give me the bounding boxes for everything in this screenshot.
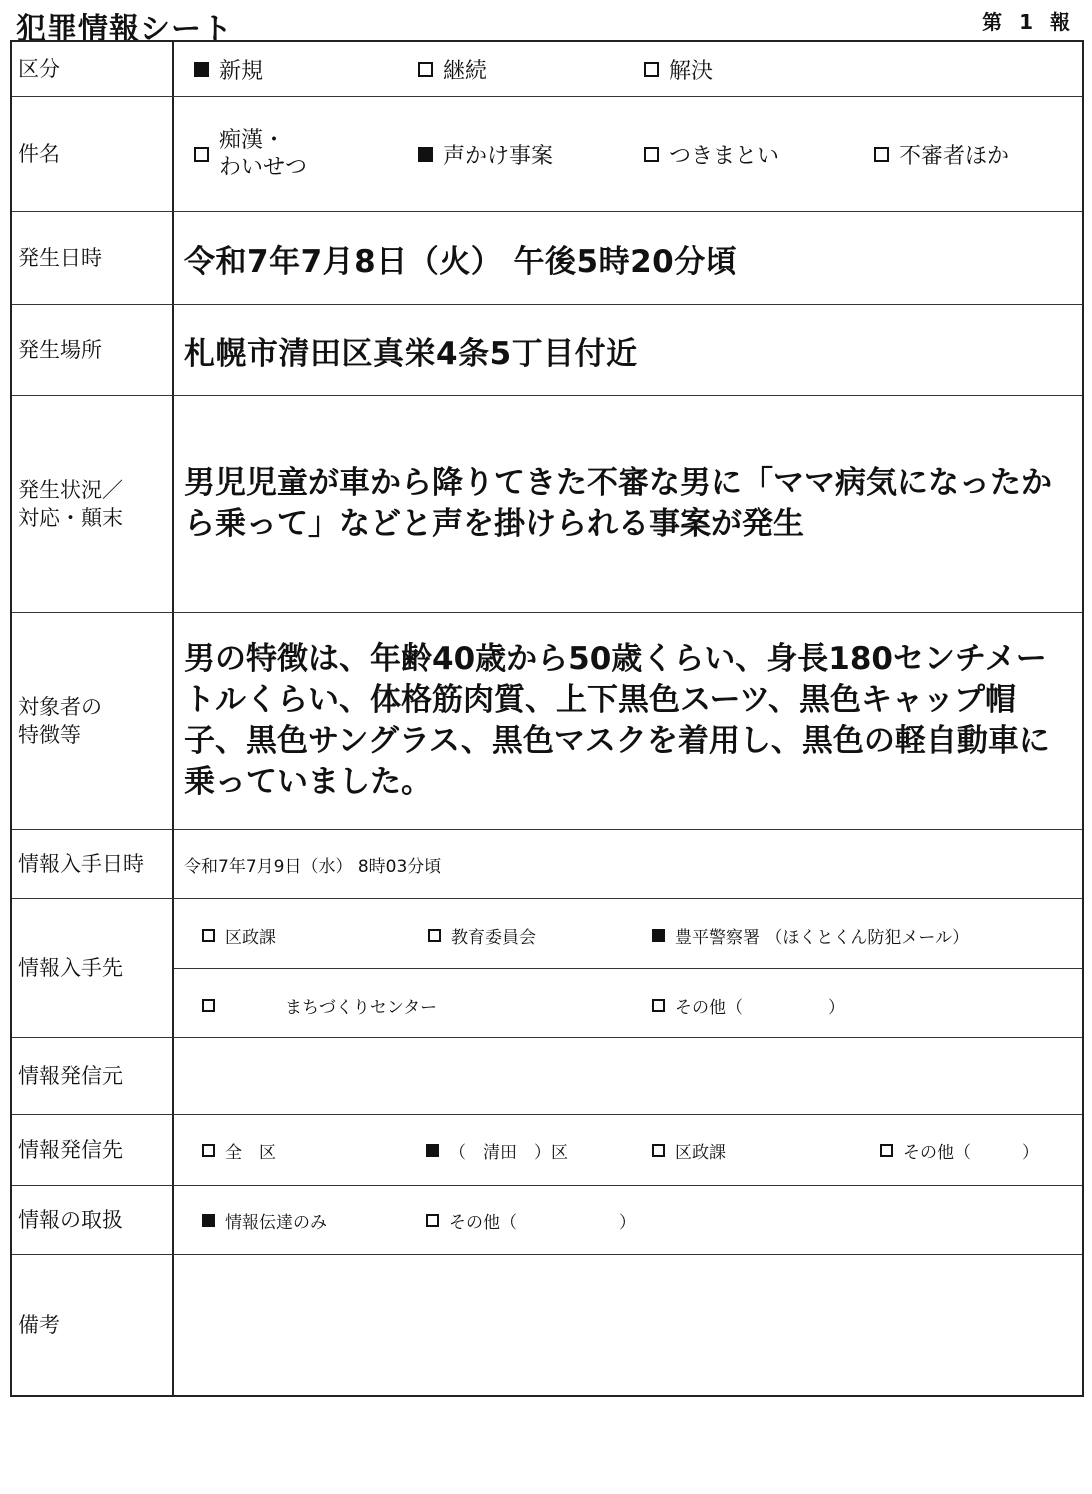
handling-other[interactable]: その他（ ）	[426, 1208, 636, 1233]
label-suspect: 対象者の 特徴等	[12, 613, 174, 829]
info-received-value: 令和7年7月9日（水） 8時03分頃	[184, 856, 442, 877]
option-suspicious-person[interactable]: 不審者ほか	[874, 139, 1009, 170]
situation-value: 男児児童が車から降りてきた不審な男に「ママ病気になったから乗って」などと声を掛けられる事案が発生	[184, 465, 1052, 542]
label-remarks: 備考	[12, 1255, 174, 1395]
checkbox[interactable]	[874, 147, 889, 162]
row-category	[12, 42, 1082, 96]
occurrence-datetime-value: 令和7年7月8日（火） 午後5時20分頃	[184, 243, 738, 280]
checkbox[interactable]	[428, 929, 441, 942]
label-handling: 情報の取扱	[12, 1186, 174, 1254]
row-info-origin	[12, 1037, 1082, 1114]
checkbox-checked[interactable]	[652, 929, 665, 942]
label-info-origin: 情報発信元	[12, 1038, 174, 1114]
option-new[interactable]: 新規	[194, 54, 263, 85]
row-info-received	[12, 829, 1082, 898]
label-category: 区分	[12, 42, 174, 96]
category-options	[174, 42, 1082, 96]
source-police[interactable]: 豊平警察署 （ほくとくん防犯メール）	[652, 923, 969, 948]
checkbox-checked[interactable]	[194, 62, 209, 77]
source-ward-office[interactable]: 区政課	[202, 923, 276, 948]
label-info-received: 情報入手日時	[12, 830, 174, 898]
option-stalking[interactable]: つきまとい	[644, 139, 779, 170]
label-subject: 件名	[12, 97, 174, 211]
dest-all-wards[interactable]: 全 区	[202, 1138, 276, 1163]
row-occurrence-place	[12, 304, 1082, 395]
checkbox[interactable]	[644, 62, 659, 77]
checkbox-checked[interactable]	[418, 147, 433, 162]
option-resolved[interactable]: 解決	[644, 54, 713, 85]
checkbox[interactable]	[202, 1144, 215, 1157]
row-occurrence-datetime	[12, 211, 1082, 304]
occurrence-place-value: 札幌市清田区真栄4条5丁目付近	[184, 335, 638, 372]
checkbox[interactable]	[880, 1144, 893, 1157]
option-molester[interactable]: 痴漢・ わいせつ	[194, 127, 307, 182]
dest-ward-office[interactable]: 区政課	[652, 1138, 726, 1163]
label-situation: 発生状況／ 対応・顛末	[12, 396, 174, 612]
source-community-center[interactable]: まちづくりセンター	[202, 993, 437, 1018]
sheet-title: 犯罪情報シート	[16, 12, 233, 47]
checkbox[interactable]	[426, 1214, 439, 1227]
dest-other[interactable]: その他（ ）	[880, 1138, 1039, 1163]
option-continue[interactable]: 継続	[418, 54, 487, 85]
report-number: 第 1 報	[982, 10, 1070, 34]
checkbox[interactable]	[194, 147, 209, 162]
checkbox[interactable]	[418, 62, 433, 77]
checkbox[interactable]	[202, 929, 215, 942]
source-education-board[interactable]: 教育委員会	[428, 923, 536, 948]
label-occurrence-place: 発生場所	[12, 305, 174, 395]
label-info-source: 情報入手先	[12, 899, 174, 1037]
label-occurrence-datetime: 発生日時	[12, 212, 174, 304]
checkbox[interactable]	[644, 147, 659, 162]
suspect-value: 男の特徴は、年齢40歳から50歳くらい、身長180センチメートルくらい、体格筋肉質、上下黒色スーツ、黒色キャップ帽子、黒色サングラス、黒色マスクを着用し、黒色の軽自動車に乗っていました。	[184, 641, 1050, 800]
checkbox-checked[interactable]	[426, 1144, 439, 1157]
handling-info-only[interactable]: 情報伝達のみ	[202, 1208, 327, 1233]
subject-options	[174, 97, 1082, 211]
row-info-dest	[12, 1114, 1082, 1185]
row-remarks	[12, 1254, 1082, 1395]
source-other[interactable]: その他（ ）	[652, 993, 845, 1018]
crime-info-sheet	[10, 40, 1084, 1397]
row-info-source	[12, 898, 1082, 1037]
dest-kiyota-ward[interactable]: （ 清田 ）区	[426, 1138, 568, 1163]
row-situation	[12, 395, 1082, 612]
checkbox-checked[interactable]	[202, 1214, 215, 1227]
checkbox[interactable]	[202, 999, 215, 1012]
checkbox[interactable]	[652, 1144, 665, 1157]
option-calling-out[interactable]: 声かけ事案	[418, 139, 553, 170]
row-subject	[12, 96, 1082, 211]
row-handling	[12, 1185, 1082, 1254]
row-suspect	[12, 612, 1082, 829]
label-info-dest: 情報発信先	[12, 1115, 174, 1185]
checkbox[interactable]	[652, 999, 665, 1012]
